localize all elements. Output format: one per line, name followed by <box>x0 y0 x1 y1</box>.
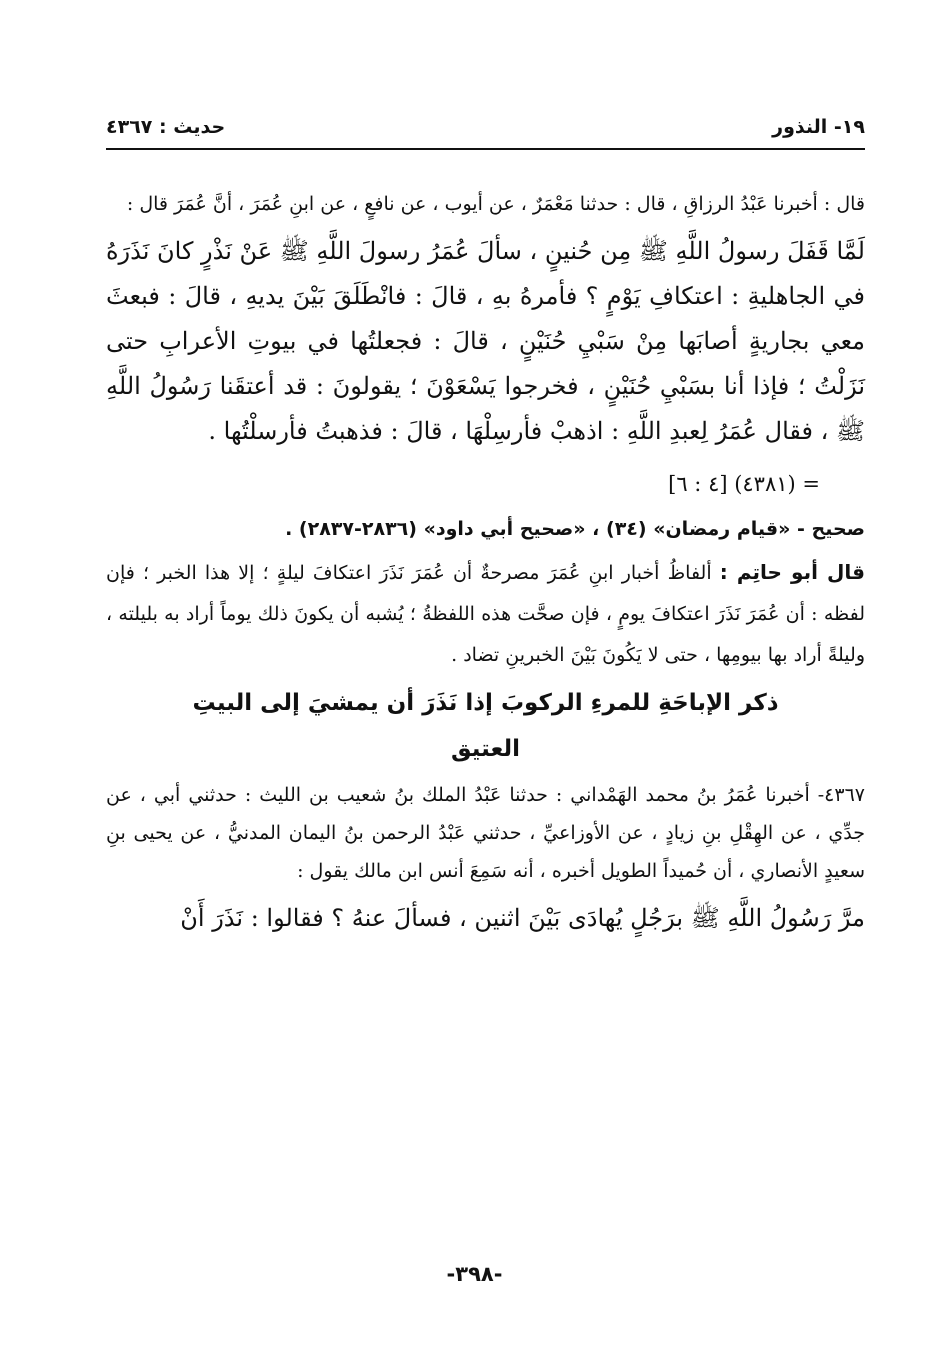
commentary-text: ألفاظُ أخبار ابنِ عُمَرَ مصرحةٌ أن عُمَرَ نَذَرَ اعتكافَ ليلةٍ ؛ إلا هذا الخبر ؛ فإن لفظه : أن عُمَرَ نَذَرَ اعتكافَ يومٍ ، فإن صحَّت هذه اللفظةُ ؛ يُشبه أن يكونَ ذلك يوماً أراد به بليلته ، وليلةً أراد بها بيومِها ، حتى لا يَكُونَ بَيْنَ الخبرينِ تضاد . <box>106 562 865 666</box>
hadith-number-label: حديث : ٤٣٦٧ <box>106 116 226 138</box>
header-rule <box>106 148 865 150</box>
isnad-paragraph: قال : أخبرنا عَبْدُ الرزاقِ ، قال : حدثنا مَعْمَرٌ ، عن أيوب ، عن نافعٍ ، عن ابنِ عُمَرَ ، أنَّ عُمَرَ قال : <box>126 193 865 215</box>
commentary-paragraph <box>106 552 865 676</box>
page-body <box>106 185 865 951</box>
chapter-title: ١٩- النذور <box>772 116 865 138</box>
commentary-lead: قال أبو حاتِم : <box>719 560 865 584</box>
isnad-paragraph-2: ٤٣٦٧- أخبرنا عُمَرُ بنُ محمد الهَمْداني : حدثنا عَبْدُ الملك بنُ شعيب بن الليث : حدثني أبي ، عن جدِّي ، عن الهِقْلِ بنِ زيادٍ ، عن الأوزاعيِّ ، حدثني عَبْدُ الرحمن بنُ اليمان المدنيُّ ، عن يحيى بنِ سعيدٍ الأنصاري ، أن حُميداً الطويل أخبره ، أنه سَمِعَ أنس ابن مالك يقول : <box>106 784 865 882</box>
hadith-text-2: مرَّ رَسُولُ اللَّهِ ﷺ برَجُلٍ يُهادَى بَيْنَ اثنين ، فسألَ عنهُ ؟ فقالوا : نَذَرَ أَنْ <box>180 904 865 932</box>
cross-reference: = (٤٣٨١) [٤ : ٦] <box>668 472 820 496</box>
hadith-text: لَمَّا قَفَلَ رسولُ اللَّهِ ﷺ مِن حُنينٍ ، سألَ عُمَرُ رسولَ اللَّهِ ﷺ عَنْ نَذْرٍ كانَ نَذَرَهُ في الجاهليةِ : اعتكافِ يَوْمٍ ؟ فأمرهُ بهِ ، قالَ : فانْطَلَقَ بَيْنَ يديهِ ، قالَ : فبعثَ معي بجاريةٍ أصابَها مِنْ سَبْيِ حُنَيْنٍ ، قالَ : فجعلتُها في بيوتِ الأعرابِ حتى نَزَلْتُ ؛ فإذا أنا بسَبْيِ حُنَيْنٍ ، فخرجوا يَسْعَوْنَ ؛ يقولونَ : قد أعتقَنا رَسُولُ اللَّهِ ﷺ ، فقال عُمَرُ لِعبدِ اللَّهِ : اذهبْ فأرسِلْهَا ، قالَ : فذهبتُ فأرسلْتُها . <box>105 237 865 445</box>
running-header <box>106 112 865 142</box>
page-number: -٣٩٨- <box>446 1262 503 1286</box>
authenticity-grade: صحيح - «قيام رمضان» (٣٤) ، «صحيح أبي داود» (٢٨٣٦-٢٨٣٧) . <box>285 518 865 540</box>
section-heading: ذكر الإباحَةِ للمرءِ الركوبَ إذا نَذَرَ أن يمشيَ إلى البيتِ العتيق <box>192 690 779 762</box>
